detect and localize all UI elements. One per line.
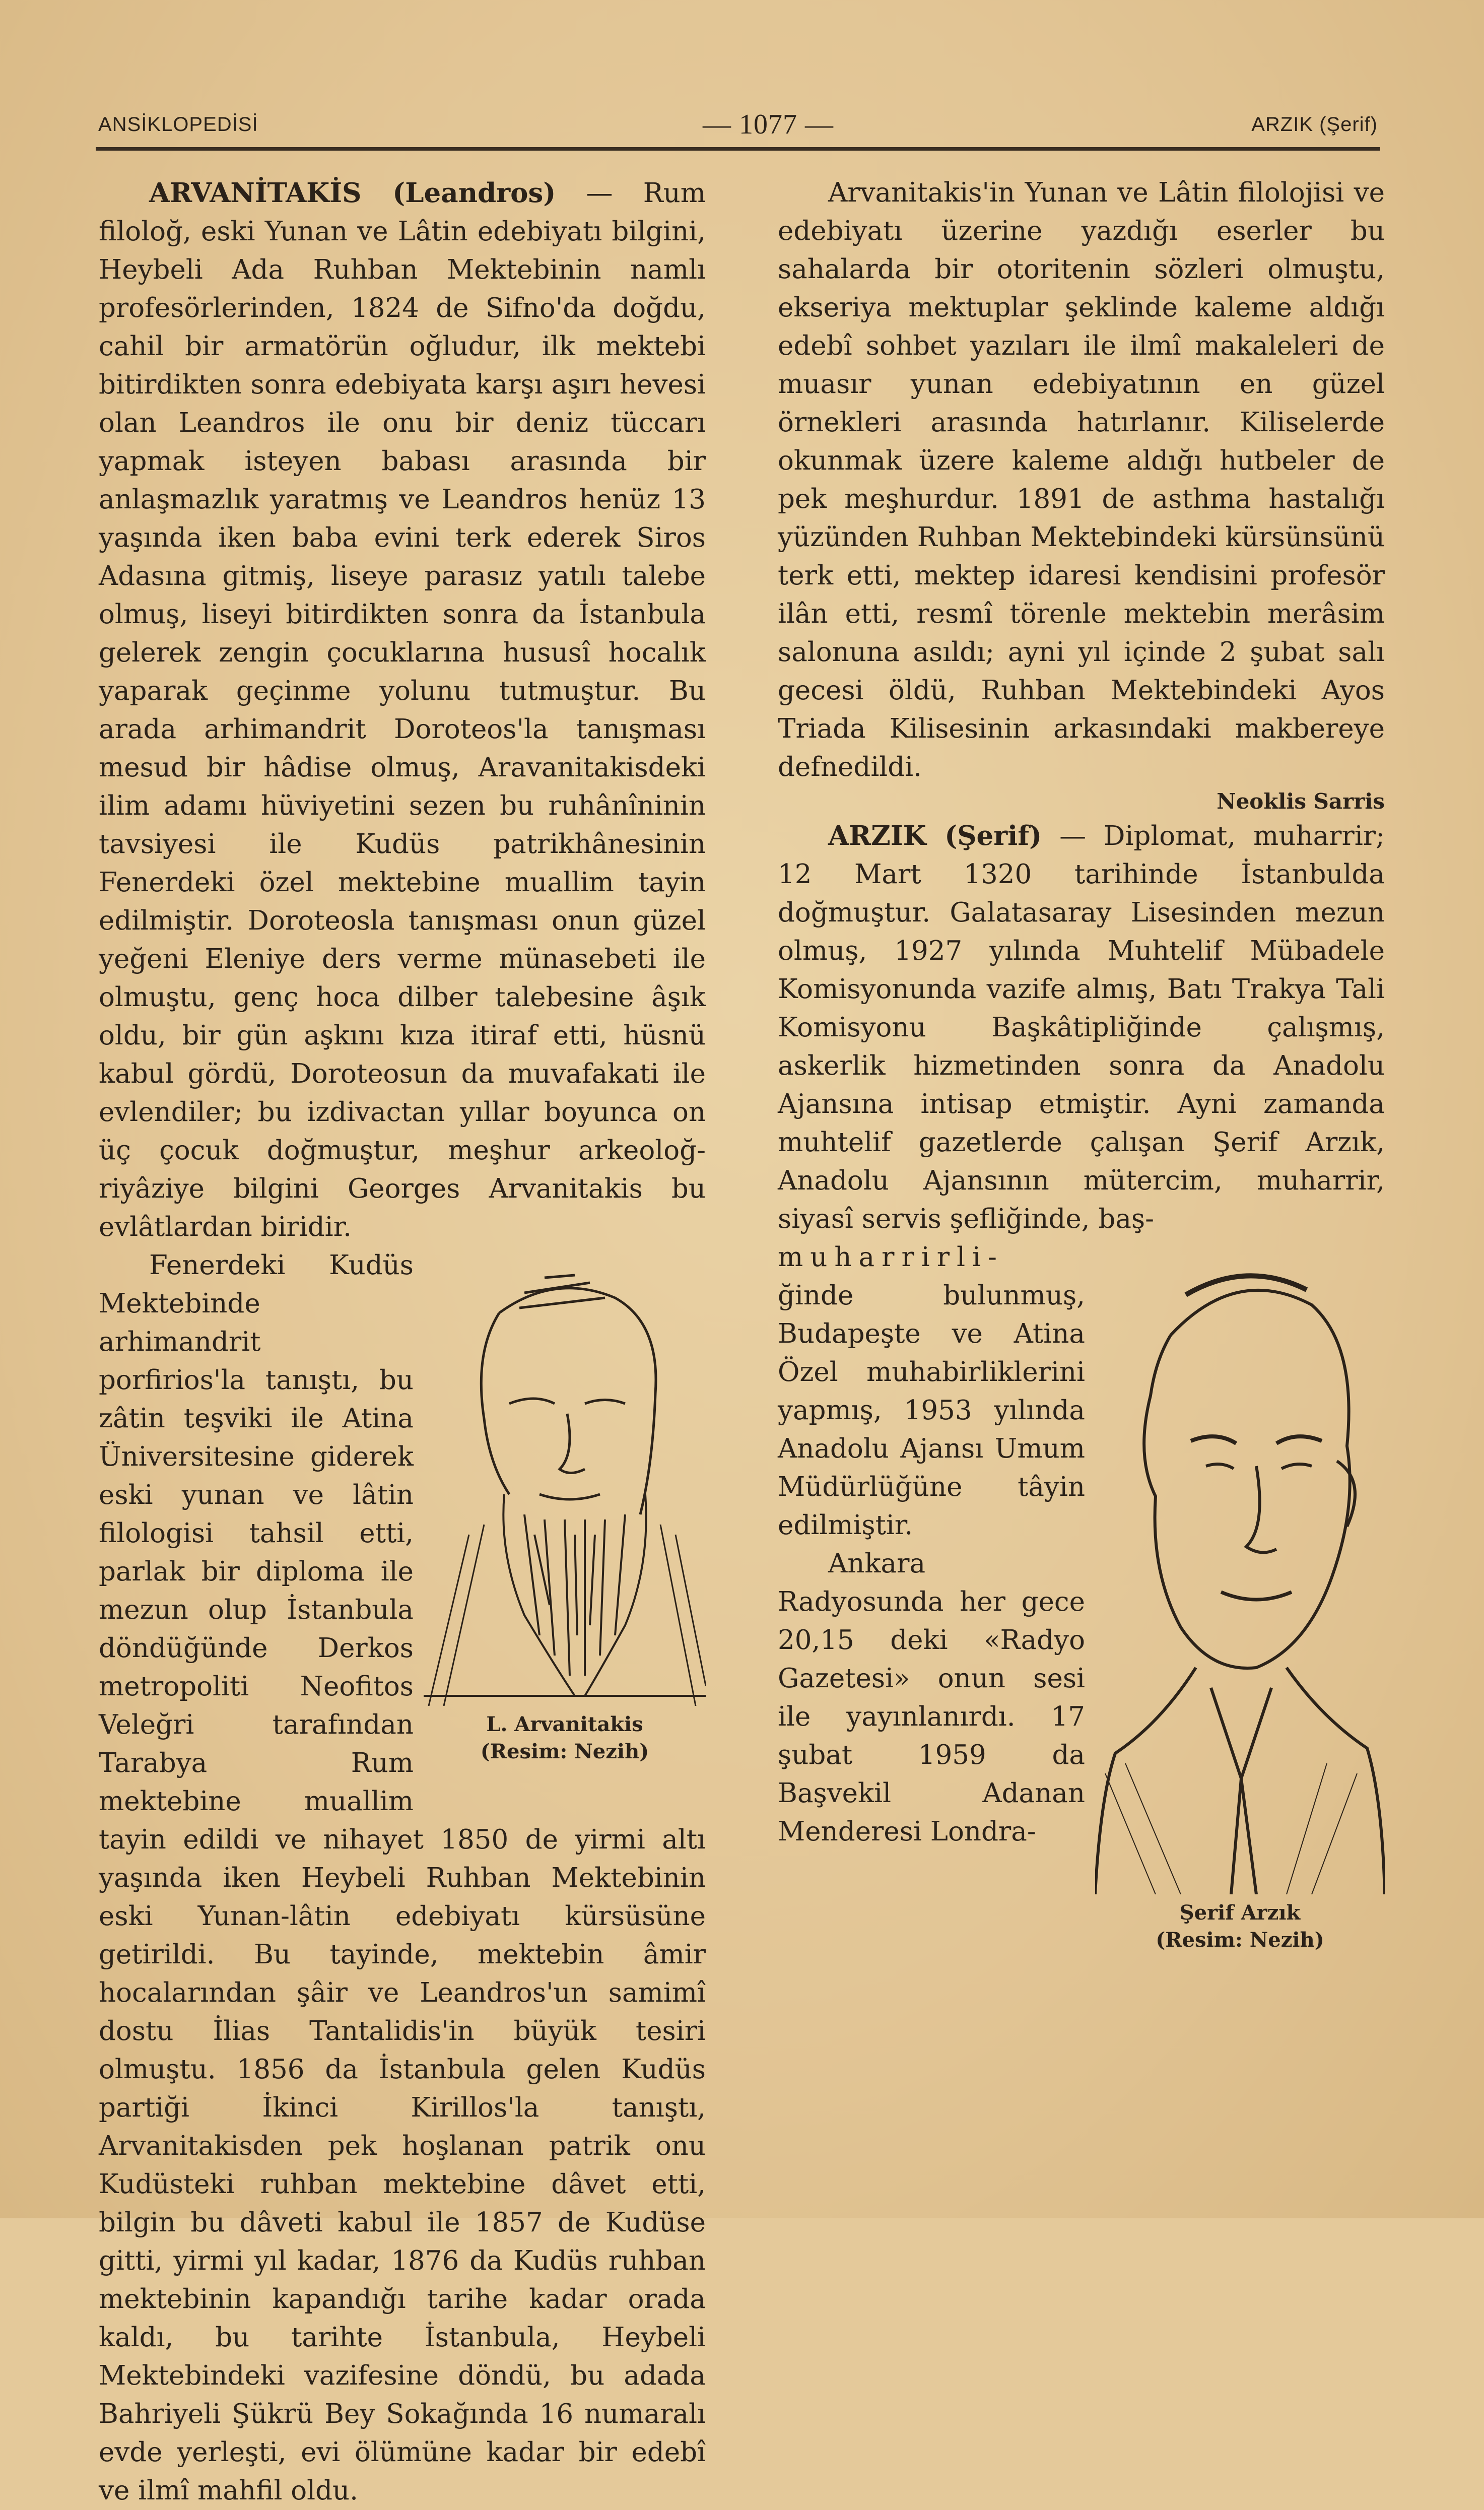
- arzik-caption-name: Şerif Arzık: [1179, 1901, 1301, 1925]
- left-column: [99, 174, 706, 2510]
- arzik-portrait-figure: [1095, 1244, 1385, 1970]
- header-entry-range: ARZIK (Şerif): [1251, 113, 1378, 136]
- arvanitakis-caption-credit: (Resim: Nezih): [480, 1740, 649, 1763]
- arzik-entry-title: ARZIK (Şerif): [828, 820, 1042, 851]
- header-encyclopedia-title: ANSİKLOPEDİSİ: [98, 113, 258, 136]
- arzik-caption-credit: (Resim: Nezih): [1156, 1928, 1324, 1952]
- right-column-content: [778, 174, 1385, 1975]
- arzik-text-1-rest: ğinde bulunmuş, Budapeşte ve Atina Özel muhabirliklerini yapmış, 1953 yılında Anadolu Ajansı Umum Müdürlüğüne tâyin edilmiştir.: [778, 1280, 1085, 1541]
- arvanitakis-image-caption: [424, 1711, 706, 1765]
- arvanitakis-caption-name: L. Arvanitakis: [486, 1712, 643, 1736]
- arvanitakis-portrait-image: [424, 1252, 706, 1706]
- arvanitakis-paragraph-3: Arvanitakis'in Yunan ve Lâtin filolojisi ve edebiyatı üzerine yazdığı eserler bu sahalarda bir otoritenin sözleri olmuştu, ekseriya mektuplar şeklinde kaleme aldığı edebî sohbet yazıları ile ilmî makaleleri de muasır yunan edebiyatının en güzel örnekleri arasında hatırlanır. Kiliselerde okunmak üzere kaleme aldığı hutbeler de pek meşhurdur. 1891 de asthma hastalığı yüzünden Ruhban Mektebindeki kürsünsünü terk etti, mektep idaresi kendisini profesör ilân etti, resmî törenle mektebin merâsim salonuna asıldı; ayni yıl içinde 2 şubat salı gecesi öldü, Ruhban Mektebindeki Ayos Triada Kilisesinin arkasındaki makbereye defnedildi.: [778, 177, 1385, 782]
- arzik-text-1: — Diplomat, muharrir; 12 Mart 1320 tarihinde İstanbulda doğmuştur. Galatasaray Lisesinden mezun olmuş, 1927 yılında Muhtelif Mübadele Komisyonunda vazife almış, Batı Trakya Tali Komisyonu Başkâtipliğinde çalışmış, askerlik hizmetinden sonra da Anadolu Ajansına intisap etmiştir. Ayni zamanda muhtelif gazetlerde çalışan Şerif Arzık, Anadolu Ajansının mütercim, muharrir, siyasî servis şefliğinde, baş-: [778, 821, 1385, 1234]
- header-rule: [96, 147, 1380, 151]
- arvanitakis-text-1: — Rum filoloğ, eski Yunan ve Lâtin edebiyatı bilgini, Heybeli Ada Ruhban Mektebinin namlı profesörlerinden, 1824 de Sifno'da doğdu, cahil bir armatörün oğludur, ilk mektebi bitirdikten sonra edebiyata karşı aşırı hevesi olan Leandros ile onu bir deniz tüccarı yapmak isteyen babası arasında bir anlaşmazlık yaratmış ve Leandros henüz 13 yaşında iken baba evini terk ederek Siros Adasına gitmiş, liseye parasız yatılı talebe olmuş, liseyi bitirdikten sonra da İstanbula gelerek zengin çocuklarına hususî hocalık yaparak geçinme yolunu tutmuştur. Bu arada arhimandrit Doroteos'la tanışması mesud bir hâdise olmuş, Aravanitakisdeki ilim adamı hüviyetini sezen bu ruhânîninin tavsiyesi ile Kudüs patrikhânesinin Fenerdeki özel mektebine muallim tayin edilmiştir. Doroteosla tanışması onun güzel yeğeni Eleniye ders verme münasebeti ile olmuştu, genç hoca dilber talebesine âşık oldu, bir gün aşkını kıza itiraf etti, hüsnü kabul gördü, Doroteosun da muvafakati ile evlendiler; bu izdivactan yıllar boyunca on üç çocuk doğmuştur, meşhur arkeoloğ-riyâziye bilgini Georges Arvanitakis bu evlâtlardan biridir.: [99, 178, 706, 1242]
- arvanitakis-entry-title: ARVANİTAKİS (Leandros): [149, 177, 556, 209]
- page-header: [98, 108, 1378, 144]
- arzik-image-caption: [1095, 1899, 1385, 1954]
- page-number: — 1077 —: [703, 109, 834, 140]
- arvanitakis-paragraph-1: [99, 174, 706, 1246]
- arvanitakis-paragraph-2: Fenerdeki Kudüs Mektebinde arhimandrit porfirios'la tanıştı, bu zâtin teşviki ile Atina Üniversitesine giderek eski yunan ve lâtin filologisi tahsil etti, parlak bir diploma ile mezun olup İstanbula döndüğünde Derkos metropoliti Neofitos Veleğri tarafından Tarabya Rum mektebine muallim tayin edildi ve nihayet 1850 de yirmi altı yaşında iken Heybeli Ruhban Mektebinin eski Yunan-lâtin edebiyatı kürsüsüne getirildi. Bu tayinde, mektebin âmir hocalarından şâir ve Leandros'un samimî dostu İlias Tantalidis'in büyük tesiri olmuştu. 1856 da İstanbula gelen Kudüs partiği İkinci Kirillos'la tanıştı, Arvanitakisden pek hoşlanan patrik onu Kudüsteki ruhban mektebine dâvet etti, bilgin bu dâveti kabul ile 1857 de Kudüse gitti, yirmi yıl kadar, 1876 da Kudüs ruhban mektebinin kapandığı tarihe kadar orada kaldı, bu tarihte İstanbula, Heybeli Mektebindeki vazifesine döndü, bu adada Bahriyeli Şükrü Bey Sokağında 16 numaralı evde yerleşti, evi ölümüne kadar bir edebî ve ilmî mahfil oldu.: [99, 1250, 706, 2506]
- arvanitakis-portrait-figure: [424, 1252, 706, 1784]
- arzik-paragraph-2: Ankara Radyosunda her gece 20,15 deki «Radyo Gazetesi» onun sesi ile yayınlanırdı. 17 şubat 1959 da Başvekil Adanan Menderesi Londra-: [778, 1548, 1085, 1847]
- arzik-spaced-word: muharrirli-: [778, 1242, 1004, 1273]
- arzik-paragraph-1: [778, 817, 1385, 1238]
- arvanitakis-signature: Neoklis Sarris: [1217, 789, 1385, 814]
- arzik-portrait-image: [1095, 1244, 1385, 1894]
